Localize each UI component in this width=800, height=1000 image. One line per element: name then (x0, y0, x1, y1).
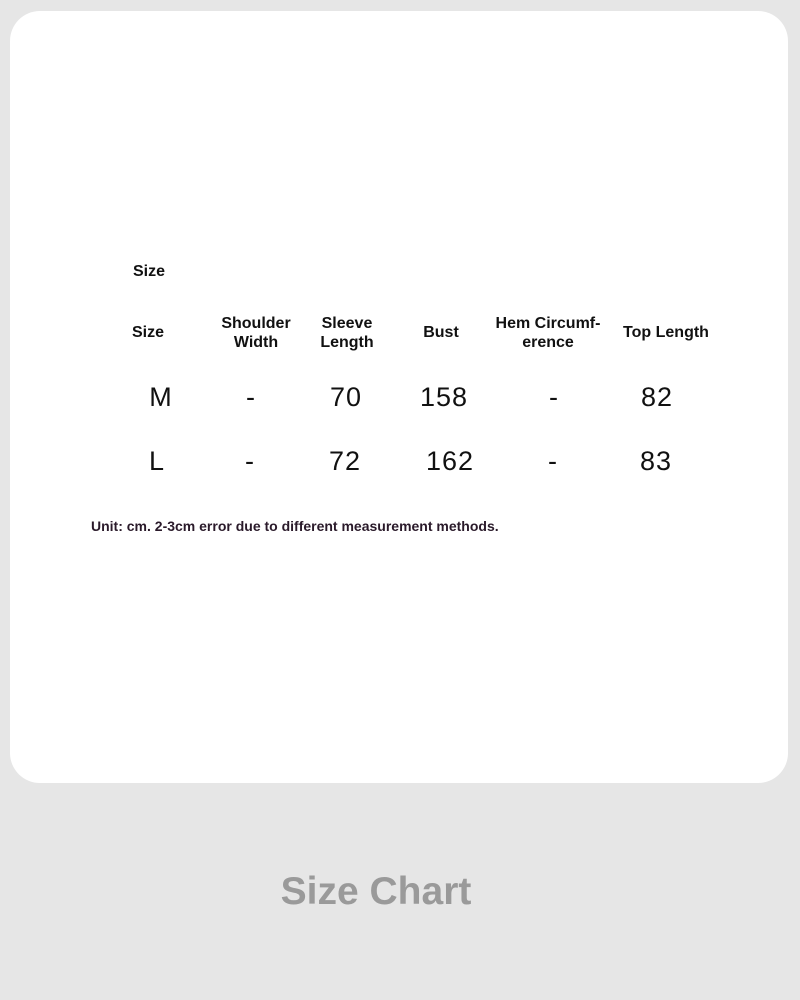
measurement-note: Unit: cm. 2-3cm error due to different measurement methods. (91, 518, 499, 534)
cell-hem-circumference: - (548, 446, 558, 476)
header-size-label: Size (131, 324, 165, 341)
cell-top-length: 82 (640, 382, 674, 412)
header-sleeve-length-line-2: Length (320, 334, 374, 351)
header-hem-circumference (496, 314, 601, 352)
cell-size: M (149, 382, 173, 412)
header-hem-circumference-line-1: Hem Circumf- (495, 315, 601, 332)
header-sleeve-length-line-1: Sleeve (321, 315, 373, 332)
cell-bust: 158 (419, 382, 469, 412)
cell-top-length: 83 (639, 446, 673, 476)
size-chart-caption: Size Chart (280, 870, 472, 913)
cell-shoulder-width: - (246, 382, 256, 412)
header-top-length-label: Top Length (623, 324, 709, 341)
header-hem-circumference-line-2: erence (522, 334, 574, 351)
header-shoulder-width-line-1: Shoulder (221, 315, 291, 332)
cell-hem-circumference: - (549, 382, 559, 412)
cell-shoulder-width: - (245, 446, 255, 476)
header-top-length (623, 323, 709, 342)
cell-size: L (148, 446, 166, 476)
table-title: Size (133, 263, 166, 280)
header-sleeve-length (320, 314, 373, 352)
header-bust-label: Bust (423, 324, 459, 341)
cell-bust: 162 (425, 446, 475, 476)
header-shoulder-width-line-2: Width (233, 334, 279, 351)
header-size (132, 323, 164, 342)
header-shoulder-width (221, 314, 290, 352)
cell-sleeve-length: 72 (328, 446, 362, 476)
header-bust (423, 323, 459, 342)
cell-sleeve-length: 70 (329, 382, 363, 412)
